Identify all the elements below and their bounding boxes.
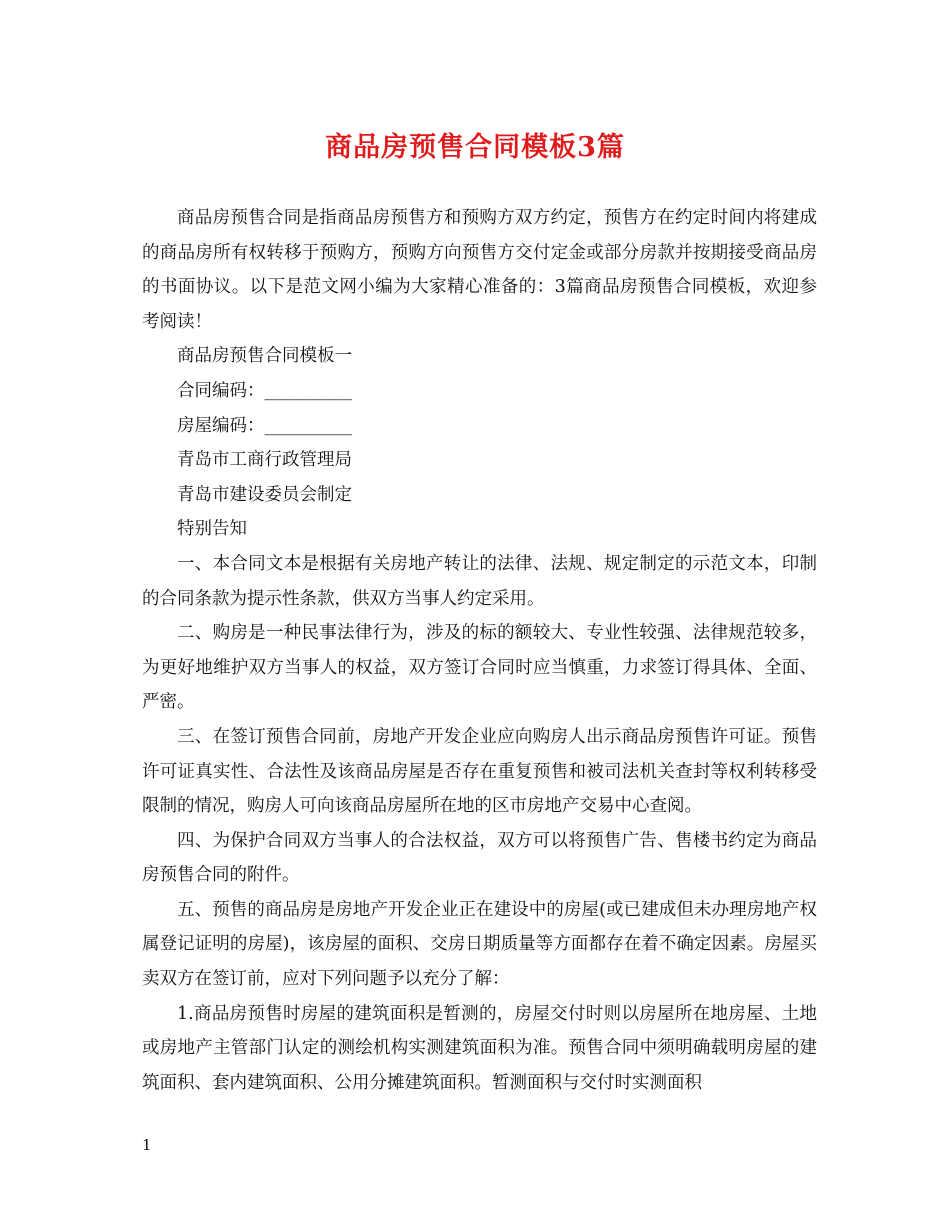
- paragraph-contract-code: 合同编码：__________: [177, 380, 352, 401]
- paragraph-item-3: 三、在签订预售合同前，房地产开发企业应向购房人出示商品房预售许可证。预售许可证真实性、合法性及该商品房屋是否存在重复预售和被司法机关查封等权利转移受限制的情况，购房人可向该商品房屋所在地的区市房地产交易中心查阅。: [142, 726, 817, 817]
- paragraph-item-1: 一、本合同文本是根据有关房地产转让的法律、法规、规定制定的示范文本，印制的合同条款为提示性条款，供双方当事人约定采用。: [142, 553, 817, 609]
- paragraph-subitem-1: 1.商品房预售时房屋的建筑面积是暂测的，房屋交付时则以房屋所在地房屋、土地或房地产主管部门认定的测绘机构实测建筑面积为准。预售合同中须明确载明房屋的建筑面积、套内建筑面积、公用分摊建筑面积。暂测面积与交付时实测面积: [142, 1003, 817, 1093]
- page-number: 1: [142, 1136, 152, 1154]
- paragraph-house-code: 房屋编码：__________: [177, 415, 352, 436]
- paragraph-item-4: 四、为保护合同双方当事人的合法权益，双方可以将预售广告、售楼书约定为商品房预售合同的附件。: [142, 830, 817, 886]
- document-title: 商品房预售合同模板3篇: [325, 132, 625, 163]
- paragraph-item-2: 二、购房是一种民事法律行为，涉及的标的额较大、专业性较强、法律规范较多，为更好地维护双方当事人的权益，双方签订合同时应当慎重，力求签订得具体、全面、严密。: [142, 623, 817, 713]
- paragraph-item-5: 五、预售的商品房是房地产开发企业正在建设中的房屋(或已建成但未办理房地产权属登记证明的房屋)，该房屋的面积、交房日期质量等方面都存在着不确定因素。房屋买卖双方在签订前，应对下列问题予以充分了解：: [142, 899, 817, 990]
- document-body: [142, 201, 817, 1100]
- paragraph-special-notice: 特别告知: [177, 519, 247, 540]
- paragraph-issuer-1: 青岛市工商行政管理局: [177, 450, 352, 471]
- paragraph-template-heading: 商品房预售合同模板一: [177, 346, 352, 367]
- paragraph-issuer-2: 青岛市建设委员会制定: [177, 484, 352, 505]
- paragraph-intro: 商品房预售合同是指商品房预售方和预购方双方约定，预售方在约定时间内将建成的商品房所有权转移于预购方，预购方向预售方交付定金或部分房款并按期接受商品房的书面协议。以下是范文网小编为大家精心准备的：3篇商品房预售合同模板，欢迎参考阅读！: [142, 208, 817, 332]
